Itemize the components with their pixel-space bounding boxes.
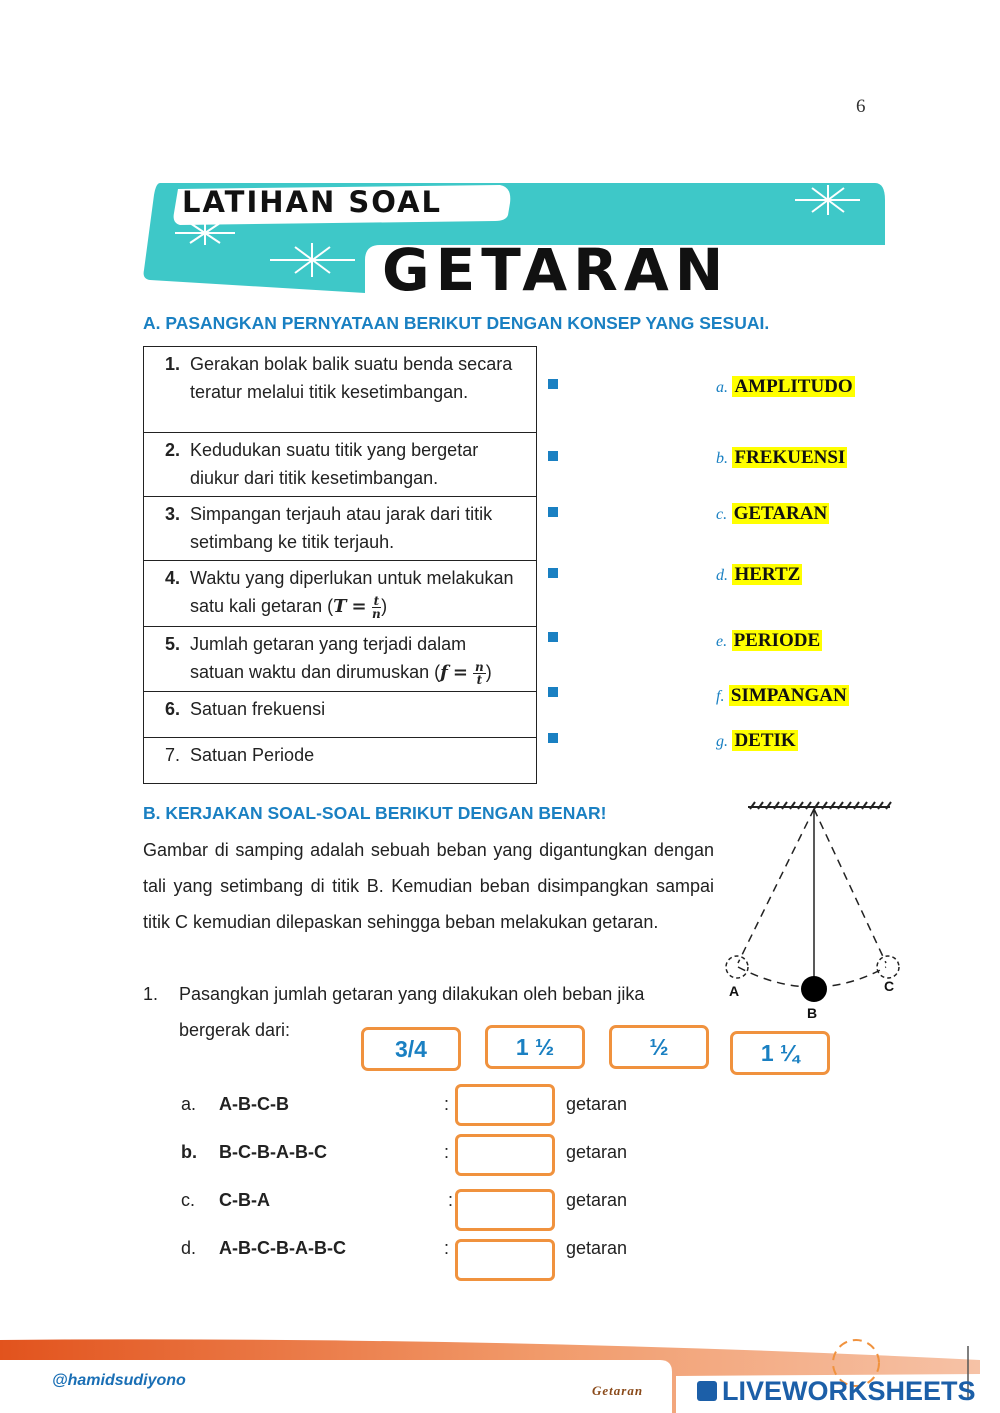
statement-number: 1. [144, 347, 191, 433]
statement-row [144, 627, 537, 692]
statement-row [144, 561, 537, 627]
statements-table [143, 346, 537, 784]
statement-text: Gerakan bolak balik suatu benda secara teratur melalui titik kesetimbangan. [190, 347, 537, 433]
section-b-paragraph: Gambar di samping adalah sebuah beban yang digantungkan dengan tali yang setimbang di titik B. Kemudian beban disimpangkan sampai titik C kemudian dilepaskan sehingga beban melakukan getaran. [143, 840, 714, 932]
formula-equals: = [452, 662, 468, 683]
question-text-line: bergerak dari: [179, 1020, 291, 1040]
formula-variable: f [440, 662, 448, 683]
statement-number: 7. [144, 738, 191, 784]
statement-connector-dot[interactable] [548, 379, 558, 389]
option-item[interactable] [716, 503, 829, 525]
answer-drop-box[interactable] [455, 1239, 555, 1281]
liveworksheets-brand: LIVEWORKSHEETS [722, 1376, 976, 1406]
statement-connector-dot[interactable] [548, 507, 558, 517]
formula-close: ) [381, 596, 388, 616]
answer-drop-box[interactable] [455, 1134, 555, 1176]
liveworksheets-logo-icon [697, 1381, 717, 1401]
option-item[interactable] [716, 447, 847, 469]
item-path: C-B-A [219, 1190, 270, 1210]
statement-number: 2. [144, 433, 191, 497]
statement-text-line: Jumlah getaran yang terjadi dalam [190, 634, 467, 654]
option-letter: c. [716, 506, 728, 523]
item-colon: : [448, 1190, 454, 1210]
option-item[interactable] [716, 564, 802, 586]
statement-row [144, 738, 537, 784]
statement-text: Satuan Periode [190, 738, 537, 784]
page-number: 6 [856, 96, 866, 117]
fraction-numerator: n [475, 659, 484, 674]
option-label: GETARAN [733, 503, 828, 524]
question-number: 1. [143, 984, 159, 1004]
item-letter: d. [181, 1238, 197, 1258]
option-label: DETIK [734, 730, 796, 751]
statement-number: 3. [144, 497, 191, 561]
statement-text [190, 561, 537, 627]
statement-connector-dot[interactable] [548, 733, 558, 743]
fraction-denominator: t [476, 672, 483, 687]
section-b-heading: B. KERJAKAN SOAL-SOAL BERIKUT DENGAN BENAR! [143, 803, 607, 823]
answer-choice-chip[interactable]: 1 ½ [485, 1025, 585, 1069]
option-letter: e. [716, 633, 728, 650]
banner-title: GETARAN [382, 236, 730, 304]
item-colon: : [444, 1238, 450, 1258]
option-letter: a. [716, 379, 728, 396]
pendulum-label-b: B [807, 1005, 818, 1021]
pendulum-label-a: A [729, 983, 740, 999]
item-unit: getaran [566, 1238, 628, 1258]
formula-fraction [372, 595, 382, 620]
banner-subtitle: LATIHAN SOAL [182, 185, 443, 219]
answer-choice-chip[interactable]: ½ [609, 1025, 709, 1069]
option-item[interactable] [716, 730, 798, 752]
option-label: AMPLITUDO [734, 376, 853, 397]
statement-text-part: Waktu yang diperlukan untuk melakukan satu kali getaran ( [190, 568, 514, 616]
item-path: A-B-C-B-A-B-C [219, 1238, 346, 1258]
fraction-numerator: t [373, 593, 380, 608]
option-label: PERIODE [733, 630, 821, 651]
item-colon: : [444, 1142, 450, 1162]
statement-row [144, 692, 537, 738]
formula-fraction [473, 661, 486, 686]
item-letter: b. [181, 1142, 197, 1162]
option-letter: d. [716, 567, 728, 584]
item-letter: c. [181, 1190, 196, 1210]
section-a-heading: A. PASANGKAN PERNYATAAN BERIKUT DENGAN KONSEP YANG SESUAI. [143, 313, 770, 333]
option-letter: b. [716, 450, 728, 467]
item-letter: a. [181, 1094, 197, 1114]
item-unit: getaran [566, 1142, 628, 1162]
fraction-denominator: n [372, 606, 381, 621]
option-label: SIMPANGAN [730, 685, 847, 706]
item-path: A-B-C-B [219, 1094, 289, 1114]
statement-row [144, 347, 537, 433]
pendulum-label-c: C [884, 978, 895, 994]
option-letter: g. [716, 733, 728, 750]
formula-equals: = [351, 596, 367, 617]
author-handle: @hamidsudiyono [52, 1372, 186, 1389]
question-text-line: Pasangkan jumlah getaran yang dilakukan oleh beban jika [179, 984, 645, 1004]
item-path: B-C-B-A-B-C [219, 1142, 327, 1162]
statement-row [144, 433, 537, 497]
pendulum-diagram [718, 795, 918, 1025]
answer-choice-chip[interactable]: 1 ¼ [730, 1031, 830, 1075]
statement-connector-dot[interactable] [548, 687, 558, 697]
statement-text [190, 627, 537, 692]
footer-title: Getaran [592, 1383, 644, 1398]
option-item[interactable] [716, 376, 855, 398]
item-unit: getaran [566, 1094, 628, 1114]
option-letter: f. [716, 688, 725, 705]
statement-text-line: satuan waktu dan dirumuskan ( [190, 662, 441, 682]
statement-row [144, 497, 537, 561]
statement-number: 6. [144, 692, 191, 738]
option-item[interactable] [716, 685, 849, 707]
statement-text: Satuan frekuensi [190, 692, 537, 738]
answer-drop-box[interactable] [455, 1189, 555, 1231]
formula-close: ) [485, 662, 492, 682]
formula-variable: T [333, 596, 347, 617]
answer-choice-chip[interactable]: 3/4 [361, 1027, 461, 1071]
option-item[interactable] [716, 630, 822, 652]
statement-text: Kedudukan suatu titik yang bergetar diukur dari titik kesetimbangan. [190, 433, 537, 497]
statement-text: Simpangan terjauh atau jarak dari titik setimbang ke titik terjauh. [190, 497, 537, 561]
item-colon: : [444, 1094, 450, 1114]
statement-number: 4. [144, 561, 191, 627]
statement-connector-dot[interactable] [548, 632, 558, 642]
answer-drop-box[interactable] [455, 1084, 555, 1126]
option-label: HERTZ [734, 564, 801, 585]
statement-connector-dot[interactable] [548, 568, 558, 578]
item-unit: getaran [566, 1190, 628, 1210]
statement-number: 5. [144, 627, 191, 692]
statement-connector-dot[interactable] [548, 451, 558, 461]
option-label: FREKUENSI [734, 447, 846, 468]
